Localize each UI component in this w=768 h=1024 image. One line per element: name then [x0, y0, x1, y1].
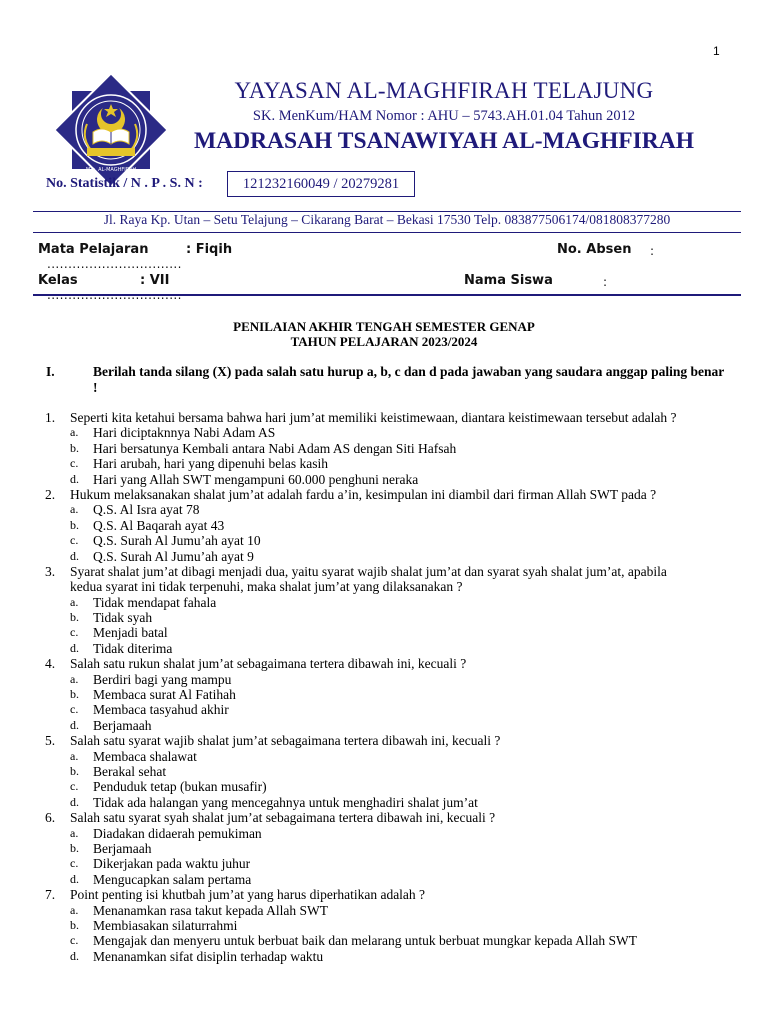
student-name-colon: :: [603, 275, 608, 289]
option-letter: c.: [70, 856, 79, 871]
option-letter: b.: [70, 917, 79, 932]
question-number: 6.: [45, 810, 56, 826]
option-text: Membaca shalawat: [93, 748, 197, 764]
option-letter: d.: [70, 794, 79, 809]
option-letter: c.: [70, 625, 79, 640]
option-letter: d.: [70, 948, 79, 963]
answer-option[interactable]: [0, 764, 768, 779]
absen-label: No. Absen: [557, 242, 632, 257]
answer-option[interactable]: [0, 441, 768, 456]
option-text: Membaca surat Al Fatihah: [93, 687, 236, 703]
option-text: Tidak syah: [93, 610, 153, 626]
subject-value: : Fiqih: [186, 242, 233, 257]
option-letter: a.: [70, 748, 79, 763]
option-letter: d.: [70, 548, 79, 563]
question-number: 7.: [45, 887, 56, 903]
option-text: Tidak mendapat fahala: [93, 594, 217, 610]
option-letter: c.: [70, 779, 79, 794]
question-item: [0, 564, 768, 656]
option-letter: a.: [70, 671, 79, 686]
option-letter: b.: [70, 610, 79, 625]
answer-option[interactable]: [0, 472, 768, 487]
question-text: Seperti kita ketahui bersama bahwa hari jum’at memiliki keistimewaan, diantara keistimewaan tersebut adalah ?: [70, 410, 677, 425]
option-text: Tidak ada halangan yang mencegahnya untuk menghadiri shalat jum’at: [93, 794, 478, 810]
answer-option[interactable]: [0, 456, 768, 471]
answer-option[interactable]: [0, 518, 768, 533]
yayasan-title: YAYASAN AL-MAGHFIRAH TELAJUNG: [234, 78, 654, 103]
option-text: Diadakan didaerah pemukiman: [93, 825, 262, 841]
option-letter: a.: [70, 825, 79, 840]
option-text: Berdiri bagi yang mampu: [93, 671, 232, 687]
question-number: 5.: [45, 733, 56, 749]
question-text: Hukum melaksanakan shalat jum’at adalah fardu a’in, kesimpulan ini diambil dari firman Allah SWT pada ?: [70, 486, 657, 502]
answer-option[interactable]: [0, 856, 768, 871]
question-row: [0, 810, 768, 825]
answer-option[interactable]: [0, 795, 768, 810]
option-text: Berjamaah: [93, 840, 152, 856]
answer-option[interactable]: [0, 625, 768, 640]
option-text: Berakal sehat: [93, 763, 167, 779]
option-text: Membaca tasyahud akhir: [93, 702, 229, 718]
option-text: Mengajak dan menyeru untuk berbuat baik dan melarang untuk berbuat mungkar kepada Allah SWT: [93, 933, 637, 949]
question-row: [0, 410, 768, 425]
question-row: [0, 656, 768, 671]
option-letter: b.: [70, 763, 79, 778]
question-text: Salah satu syarat wajib shalat jum’at sebagaimana tertera dibawah ini, kecuali ?: [70, 733, 501, 749]
subject-label: Mata Pelajaran: [38, 242, 149, 257]
question-row: [0, 564, 768, 579]
option-letter: a.: [70, 425, 79, 440]
question-text-continued: kedua syarat ini tidak terpenuhi, maka shalat jum’at yang dilaksanakan ?: [70, 579, 463, 595]
option-letter: d.: [70, 717, 79, 732]
class-label: Kelas: [38, 273, 78, 288]
option-letter: c.: [70, 456, 79, 471]
info-divider: [33, 294, 741, 296]
option-letter: d.: [70, 871, 79, 886]
question-item: [0, 810, 768, 887]
answer-option[interactable]: [0, 933, 768, 948]
option-text: Penduduk tetap (bukan musafir): [93, 779, 267, 795]
answer-option[interactable]: [0, 425, 768, 440]
option-letter: a.: [70, 594, 79, 609]
question-number: 1.: [45, 410, 56, 425]
header-divider-bottom: [33, 232, 741, 233]
option-letter: b.: [70, 517, 79, 532]
option-text: Mengucapkan salam pertama: [93, 871, 252, 887]
option-text: Q.S. Surah Al Jumu’ah ayat 10: [93, 533, 261, 549]
section-number: I.: [46, 364, 55, 379]
page-number: 1: [713, 44, 720, 58]
answer-option[interactable]: [0, 502, 768, 517]
option-letter: a.: [70, 902, 79, 917]
exam-year: TAHUN PELAJARAN 2023/2024: [290, 334, 478, 349]
option-text: Membiasakan silaturrahmi: [93, 917, 238, 933]
answer-option[interactable]: [0, 872, 768, 887]
option-letter: b.: [70, 840, 79, 855]
question-item: [0, 487, 768, 564]
exam-title: PENILAIAN AKHIR TENGAH SEMESTER GENAP: [233, 319, 535, 334]
option-letter: b.: [70, 440, 79, 455]
question-text: Salah satu syarat syah shalat jum’at sebagaimana tertera dibawah ini, kecuali ?: [70, 810, 496, 826]
question-number: 3.: [45, 563, 56, 579]
question-number: 4.: [45, 656, 56, 672]
section-instruction: Berilah tanda silang (X) pada salah satu hurup a, b, c dan d pada jawaban yang saudara anggap paling benar !: [93, 364, 725, 395]
option-text: Hari arubah, hari yang dipenuhi belas kasih: [93, 456, 329, 472]
npsn-label: No. Statistik / N . P . S. N :: [46, 176, 203, 191]
student-name-field[interactable]: ................................: [47, 288, 182, 302]
option-text: Hari diciptaknnya Nabi Adam AS: [93, 425, 276, 441]
school-address: Jl. Raya Kp. Utan – Setu Telajung – Cikarang Barat – Bekasi 17530 Telp. 083877506174/081808377280: [103, 212, 671, 227]
madrasah-title: MADRASAH TSANAWIYAH AL-MAGHFIRAH: [193, 128, 695, 154]
absen-colon: :: [650, 244, 655, 258]
question-text: Salah satu rukun shalat jum’at sebagaimana tertera dibawah ini, kecuali ?: [70, 656, 467, 672]
answer-option[interactable]: [0, 918, 768, 933]
option-text: Q.S. Al Isra ayat 78: [93, 502, 200, 518]
option-text: Dikerjakan pada waktu juhur: [93, 856, 251, 872]
option-letter: c.: [70, 933, 79, 948]
option-letter: b.: [70, 687, 79, 702]
answer-option[interactable]: [0, 702, 768, 717]
option-letter: d.: [70, 640, 79, 655]
question-item: [0, 733, 768, 810]
answer-option[interactable]: [0, 779, 768, 794]
absen-field[interactable]: ................................: [47, 257, 182, 271]
answer-option[interactable]: [0, 595, 768, 610]
class-value: : VII: [140, 273, 170, 288]
answer-option[interactable]: [0, 718, 768, 733]
answer-option[interactable]: [0, 687, 768, 702]
option-letter: a.: [70, 502, 79, 517]
sk-number: SK. MenKum/HAM Nomor : AHU – 5743.AH.01.04 Tahun 2012: [252, 108, 636, 124]
question-row: [0, 733, 768, 748]
question-number: 2.: [45, 486, 56, 502]
option-text: Berjamaah: [93, 717, 152, 733]
question-list: [0, 410, 768, 964]
svg-text:MTs. AL-MAGHFIRAH: MTs. AL-MAGHFIRAH: [85, 167, 137, 173]
option-text: Q.S. Surah Al Jumu’ah ayat 9: [93, 548, 254, 564]
npsn-value: 121232160049 / 20279281: [227, 171, 415, 197]
school-logo: [55, 74, 167, 186]
answer-option[interactable]: [0, 610, 768, 625]
answer-option[interactable]: [0, 533, 768, 548]
option-text: Menanamkan sifat disiplin terhadap waktu: [93, 948, 324, 964]
question-item: [0, 887, 768, 964]
question-row: [0, 487, 768, 502]
answer-option[interactable]: [0, 903, 768, 918]
answer-option[interactable]: [0, 672, 768, 687]
question-text: Syarat shalat jum’at dibagi menjadi dua, yaitu syarat wajib shalat jum’at dan syarat syah shalat jum’at, apabila: [70, 563, 667, 579]
answer-option[interactable]: [0, 826, 768, 841]
answer-option[interactable]: [0, 949, 768, 964]
student-name-label: Nama Siswa: [464, 273, 553, 288]
option-letter: c.: [70, 702, 79, 717]
option-text: Hari bersatunya Kembali antara Nabi Adam AS dengan Siti Hafsah: [93, 440, 457, 456]
answer-option[interactable]: [0, 841, 768, 856]
question-text: Point penting isi khutbah jum’at yang harus diperhatikan adalah ?: [70, 887, 426, 903]
question-item: [0, 410, 768, 487]
answer-option[interactable]: [0, 641, 768, 656]
option-letter: d.: [70, 471, 79, 486]
answer-option[interactable]: [0, 749, 768, 764]
option-text: Hari yang Allah SWT mengampuni 60.000 penghuni neraka: [93, 471, 419, 487]
answer-option[interactable]: [0, 549, 768, 564]
option-text: Q.S. Al Baqarah ayat 43: [93, 517, 225, 533]
option-text: Menjadi batal: [93, 625, 168, 641]
option-letter: c.: [70, 533, 79, 548]
option-text: Tidak diterima: [93, 640, 173, 656]
question-item: [0, 656, 768, 733]
question-row: [0, 887, 768, 902]
option-text: Menanamkan rasa takut kepada Allah SWT: [93, 902, 329, 918]
